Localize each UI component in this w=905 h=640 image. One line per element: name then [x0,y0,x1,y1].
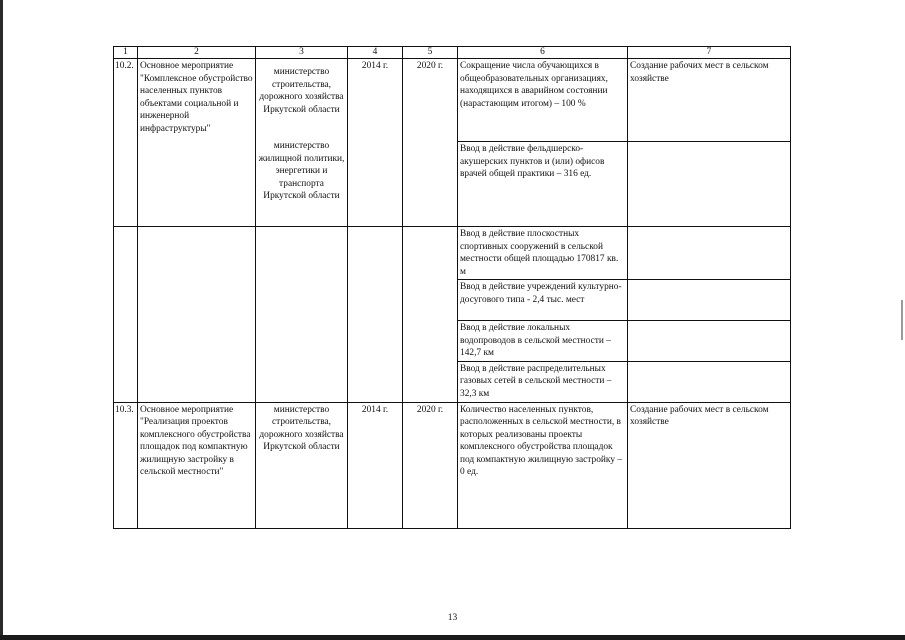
executor-name: министерство строительства, дорожного хозяйства Иркутской области [256,402,348,528]
page-number: 13 [447,613,458,623]
result-item: Ввод в действие плоскостных спортивных сооружений в сельской местности общей площадью 170817 кв. м [458,227,628,280]
relation-cell: Создание рабочих мест в сельском хозяйстве [628,402,791,528]
result-item: Ввод в действие фельдшерско-акушерских пунктов и (или) офисов врачей общей практики – 316 ед. [458,142,628,227]
event-name: Основное мероприятие "Реализация проектов комплексного обустройства площадок под компактную жилищную застройку в сельской местности" [138,402,256,528]
scan-edge-bottom [0,635,905,640]
executor-cell [256,59,348,227]
end-year [403,227,458,403]
row-number: 10.3. [114,402,138,528]
start-year: 2014 г. [348,402,403,528]
header-cell: 5 [403,47,458,59]
event-name: Основное мероприятие "Комплексное обустройство населенных пунктов объектами социальной и инженерной инфраструктуры" [138,59,256,227]
executor-cell [256,227,348,403]
relation-cell [628,227,791,280]
header-cell: 4 [348,47,403,59]
result-item: Количество населенных пунктов, расположенных в сельской местности, в которых реализованы проекты комплексного обустройства площадок под компактную жилищную застройку – 0 ед. [458,402,628,528]
header-cell: 7 [628,47,791,59]
header-row [114,47,791,59]
executor-name: министерство строительства, дорожного хозяйства Иркутской области [259,67,344,115]
end-year: 2020 г. [403,59,458,227]
table-row [114,227,791,280]
header-cell: 2 [138,47,256,59]
relation-cell [628,280,791,321]
result-item: Ввод в действие учреждений культурно-досугового типа - 2,4 тыс. мест [458,280,628,321]
scan-edge-left [0,0,3,640]
table-row [114,402,791,528]
scan-mark [901,300,903,340]
event-name [138,227,256,403]
result-item: Ввод в действие локальных водопроводов в сельской местности – 142,7 км [458,321,628,362]
table-row [114,59,791,142]
start-year [348,227,403,403]
program-table [113,46,791,529]
result-item: Сокращение числа обучающихся в общеобразовательных организациях, находящихся в аварийном состоянии (нарастающим итогом) – 100 % [458,59,628,142]
row-number [114,227,138,403]
header-cell: 1 [114,47,138,59]
start-year: 2014 г. [348,59,403,227]
row-number: 10.2. [114,59,138,227]
result-item: Ввод в действие распределительных газовых сетей в сельской местности – 32,3 км [458,361,628,402]
header-cell: 3 [256,47,348,59]
relation-cell [628,142,791,227]
relation-cell: Создание рабочих мест в сельском хозяйстве [628,59,791,142]
relation-cell [628,321,791,362]
end-year: 2020 г. [403,402,458,528]
header-cell: 6 [458,47,628,59]
relation-cell [628,361,791,402]
executor-name: министерство жилищной политики, энергетики и транспорта Иркутской области [258,141,345,201]
